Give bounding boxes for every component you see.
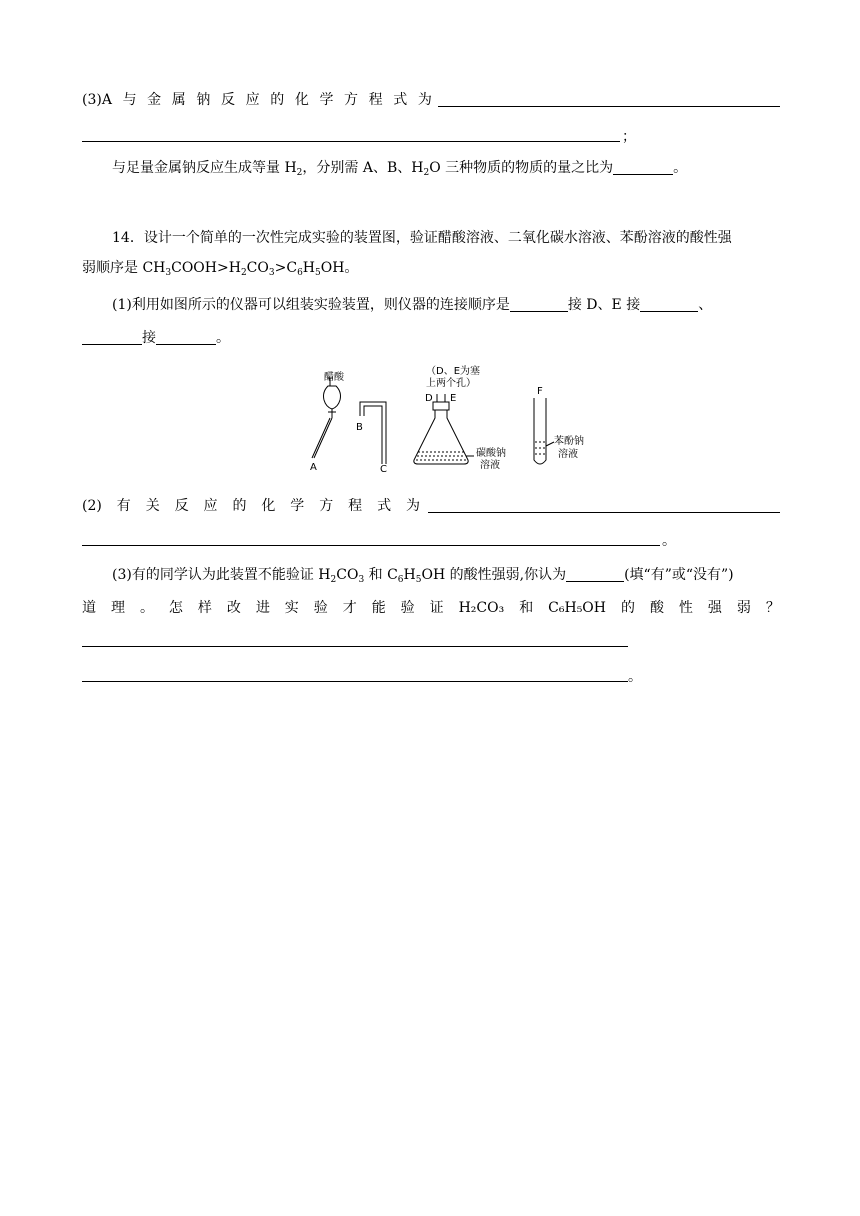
label-sodium-carbonate-2: 溶液 bbox=[480, 460, 500, 471]
q14-3-line2-word: 验 bbox=[400, 600, 415, 616]
q14-2-line1-word: 的 bbox=[232, 498, 247, 514]
q14-3-line2-word: 道 bbox=[82, 600, 96, 616]
q13-3-line1-word: 属 bbox=[171, 92, 186, 108]
label-f: F bbox=[537, 386, 543, 397]
q13-3-line1-word: 金 bbox=[147, 92, 162, 108]
q14-3-line2-word: 和 bbox=[519, 600, 534, 616]
q13-3-line2-end: ； bbox=[622, 129, 636, 145]
q14-2-line1-word: 学 bbox=[290, 498, 305, 514]
q13-3-line1-word: 的 bbox=[270, 92, 285, 108]
q14-1-line2: 接 。 bbox=[82, 328, 780, 348]
q14-2-line1-word: (2) bbox=[82, 498, 102, 514]
answer-blank-opinion[interactable] bbox=[566, 567, 624, 582]
q13-3-line1-word: 学 bbox=[319, 92, 334, 108]
label-d: D bbox=[425, 393, 433, 404]
q14-2-line1-word: 程 bbox=[348, 498, 363, 514]
answer-blank-order-1[interactable] bbox=[510, 297, 568, 312]
q14-2-line1 bbox=[82, 496, 420, 516]
q14-2-line1-word: 为 bbox=[405, 498, 420, 514]
q14-3-line2-word: 验 bbox=[313, 600, 328, 616]
test-tube-f bbox=[534, 398, 554, 464]
q13-3-line1-word: 应 bbox=[245, 92, 260, 108]
answer-blank-order-3[interactable] bbox=[82, 330, 142, 345]
q14-stem-line2: 弱顺序是 $CH_3COOH>H_2CO_3>C_6H_5OH$。 bbox=[82, 260, 359, 278]
label-sodium-phenoxide-2: 溶液 bbox=[558, 449, 578, 460]
q14-3-end: 。 bbox=[628, 669, 642, 685]
q14-stem-line1: 14．设计一个简单的一次性完成实验的装置图，验证醋酸溶液、二氧化碳水溶液、苯酚溶液的酸性强 bbox=[112, 230, 732, 246]
answer-blank-improve-1[interactable] bbox=[82, 646, 628, 647]
q14-3-line2-word: 酸 bbox=[649, 600, 664, 616]
q13-3-line1-word: 化 bbox=[294, 92, 309, 108]
label-acetic-acid: 醋酸 bbox=[324, 372, 344, 383]
q14-3-line2-word: 。 bbox=[139, 600, 154, 616]
answer-blank-equation-2[interactable] bbox=[82, 141, 620, 142]
answer-blank-improve-2[interactable] bbox=[82, 681, 628, 682]
q14-3-line2-word: 弱 bbox=[736, 600, 751, 616]
apparatus-figure bbox=[296, 364, 596, 476]
q14-3-line2-word: 强 bbox=[707, 600, 722, 616]
q14-3-line2-word: 性 bbox=[678, 600, 693, 616]
label-e: E bbox=[450, 393, 457, 404]
q14-2-line1-word: 反 bbox=[174, 498, 189, 514]
conical-flask bbox=[414, 394, 474, 464]
q13-3-line1-word: (3)A bbox=[82, 92, 112, 108]
q14-3-line2-word: 样 bbox=[197, 600, 212, 616]
q14-1-line1: (1)利用如图所示的仪器可以组装实验装置，则仪器的连接顺序是 接 D、E 接 、 bbox=[112, 297, 713, 313]
label-sodium-phenoxide-1: 苯酚钠 bbox=[554, 436, 584, 447]
answer-blank-ratio[interactable] bbox=[613, 160, 673, 175]
q14-2-line1-word: 关 bbox=[145, 498, 160, 514]
q13-3-line1-word: 钠 bbox=[196, 92, 211, 108]
q14-3-line2-word: ？ bbox=[765, 600, 780, 616]
label-a: A bbox=[310, 462, 317, 473]
q14-3-line1: (3)有的同学认为此装置不能验证 $H_2CO_3$ 和 $C_6H_5OH$ 的酸性强弱,你认为 (填“有”或“没有”) bbox=[112, 567, 734, 585]
q13-3-line1-word: 为 bbox=[417, 92, 432, 108]
answer-blank-order-2[interactable] bbox=[640, 297, 698, 312]
label-b: B bbox=[356, 422, 363, 433]
q14-2-line1-word: 有 bbox=[116, 498, 131, 514]
q13-3-line1-word: 式 bbox=[393, 92, 408, 108]
q14-3-line2 bbox=[82, 598, 780, 618]
q13-3-line1-word: 反 bbox=[221, 92, 235, 108]
label-c: C bbox=[380, 464, 387, 475]
q14-2-line1-word: 化 bbox=[261, 498, 276, 514]
q13-3-ratio-line: 与足量金属钠反应生成等量 $H_2$，分别需 A、B、$H_2O$ 三种物质的物质的量之比为 。 bbox=[112, 160, 688, 178]
label-de-note-1: （D、E为塞 bbox=[426, 366, 481, 377]
q14-3-line2-word: 才 bbox=[342, 600, 357, 616]
answer-blank-equation-1[interactable] bbox=[438, 106, 780, 107]
q14-3-line2-word: 理 bbox=[110, 600, 125, 616]
q14-3-line2-word: 怎 bbox=[168, 600, 183, 616]
q14-3-line2-word: C₆H₅OH bbox=[548, 600, 606, 616]
q13-3-line1-word: 方 bbox=[344, 92, 359, 108]
q14-3-line2-word: 的 bbox=[620, 600, 635, 616]
q13-3-line1-word: 程 bbox=[368, 92, 383, 108]
q14-3-line2-word: 能 bbox=[371, 600, 386, 616]
label-de-note-2: 上两个孔） bbox=[426, 378, 476, 389]
q14-3-line2-word: H₂CO₃ bbox=[458, 600, 505, 616]
q14-2-line1-word: 式 bbox=[377, 498, 392, 514]
separatory-funnel-a bbox=[312, 378, 341, 458]
bent-tube-bc bbox=[360, 402, 386, 464]
q14-2-line1-word: 应 bbox=[203, 498, 218, 514]
q14-2-end: 。 bbox=[662, 533, 676, 549]
answer-blank-equation-4[interactable] bbox=[82, 545, 660, 546]
q13-3-line1-word: 与 bbox=[122, 92, 137, 108]
answer-blank-order-4[interactable] bbox=[156, 330, 216, 345]
q14-3-line2-word: 实 bbox=[284, 600, 299, 616]
q14-3-line2-word: 证 bbox=[429, 600, 444, 616]
answer-blank-equation-3[interactable] bbox=[428, 512, 780, 513]
q14-3-line2-word: 改 bbox=[226, 600, 241, 616]
q13-3-line1 bbox=[82, 90, 432, 110]
q14-2-line1-word: 方 bbox=[319, 498, 334, 514]
label-sodium-carbonate-1: 碳酸钠 bbox=[476, 448, 506, 459]
q14-3-line2-word: 进 bbox=[255, 600, 270, 616]
